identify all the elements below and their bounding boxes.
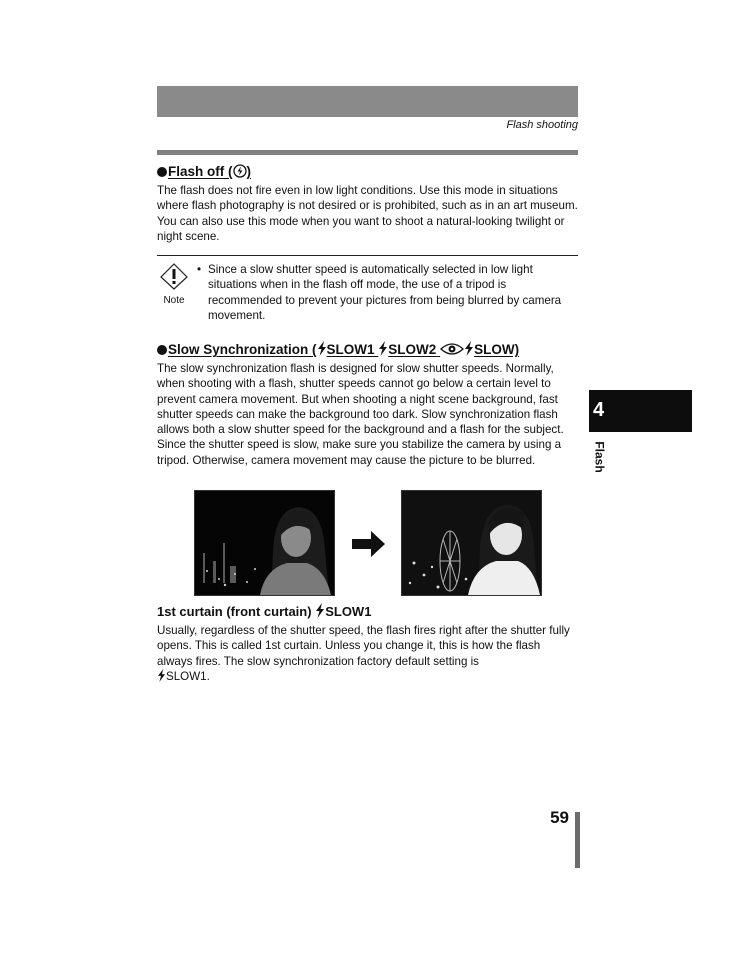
note-divider <box>157 255 578 256</box>
first-curtain-body-block <box>157 623 578 684</box>
slow-label: SLOW) <box>474 342 520 357</box>
heading-flash-off <box>157 164 251 179</box>
photo-after <box>401 490 542 596</box>
photo-before <box>194 490 335 596</box>
header-band <box>157 86 578 117</box>
heading-slow-sync <box>157 341 519 357</box>
note-exclamation-icon <box>159 262 189 290</box>
flash-bolt-icon <box>315 603 325 618</box>
first-curtain-body: Usually, regardless of the shutter speed, the flash fires right after the shutter fully opens. This is called 1st curtain. Unless you change it, this is how the flash always fires. The slow synchronization factory default setting is <box>157 624 570 668</box>
chapter-tab <box>589 390 692 432</box>
note-text-block <box>197 262 577 323</box>
slow2-label: SLOW2 <box>388 342 437 357</box>
chapter-number: 4 <box>593 399 605 421</box>
first-curtain-title: 1st curtain (front curtain) <box>157 604 312 619</box>
heading-flash-off-prefix: Flash off ( <box>168 164 233 179</box>
note-box <box>157 262 191 306</box>
flash-bolt-icon <box>378 341 388 356</box>
chapter-label: Flash <box>592 441 607 473</box>
running-head: Flash shooting <box>506 119 578 131</box>
arrow-right-icon <box>352 530 386 558</box>
flash-bolt-icon <box>157 669 166 682</box>
heading-slow-sync-prefix: Slow Synchronization ( <box>168 342 317 357</box>
slow1-label: SLOW1 <box>326 342 375 357</box>
first-curtain-mode: SLOW1 <box>325 604 372 619</box>
chapter-side-label <box>594 438 610 478</box>
heading-first-curtain <box>157 603 371 619</box>
heading-flash-off-suffix: ) <box>246 164 251 179</box>
flash-off-icon <box>233 164 247 178</box>
note-bullet: • <box>197 263 202 276</box>
first-curtain-body-mode: SLOW1. <box>166 669 210 683</box>
flash-bolt-icon <box>464 341 474 356</box>
bullet-icon <box>157 167 167 177</box>
flash-off-body: The flash does not fire even in low light conditions. Use this mode in situations where flash photography is not desired or is prohibited, such as in an art museum. You can also use this mode when you want to shoot a natural-looking twilight or night scene. <box>157 184 578 243</box>
red-eye-icon <box>440 342 464 356</box>
page-number: 59 <box>550 808 569 827</box>
slow-sync-body: The slow synchronization flash is designed for slow shutter speeds. Normally, when shooting with a flash, shutter speeds cannot go below a certain level to prevent camera movement. But when shooting a night scene background, fast shutter speeds can make the background too dark. Slow synchronization flash allows both a slow shutter speed for the background and a flash for the subject. Since the shutter speed is slow, make sure you stabilize the camera by using a tripod. Otherwise, camera movement may cause the picture to be blurred. <box>157 362 564 467</box>
note-text: Since a slow shutter speed is automatically selected in low light situations when in the flash off mode, the use of a tripod is recommended to prevent your pictures from being blurred by camera movement. <box>208 263 562 322</box>
flash-bolt-icon <box>317 341 327 356</box>
bullet-icon <box>157 345 167 355</box>
page-number-bar <box>575 812 580 868</box>
section-rule <box>157 150 578 155</box>
note-label: Note <box>163 295 185 306</box>
